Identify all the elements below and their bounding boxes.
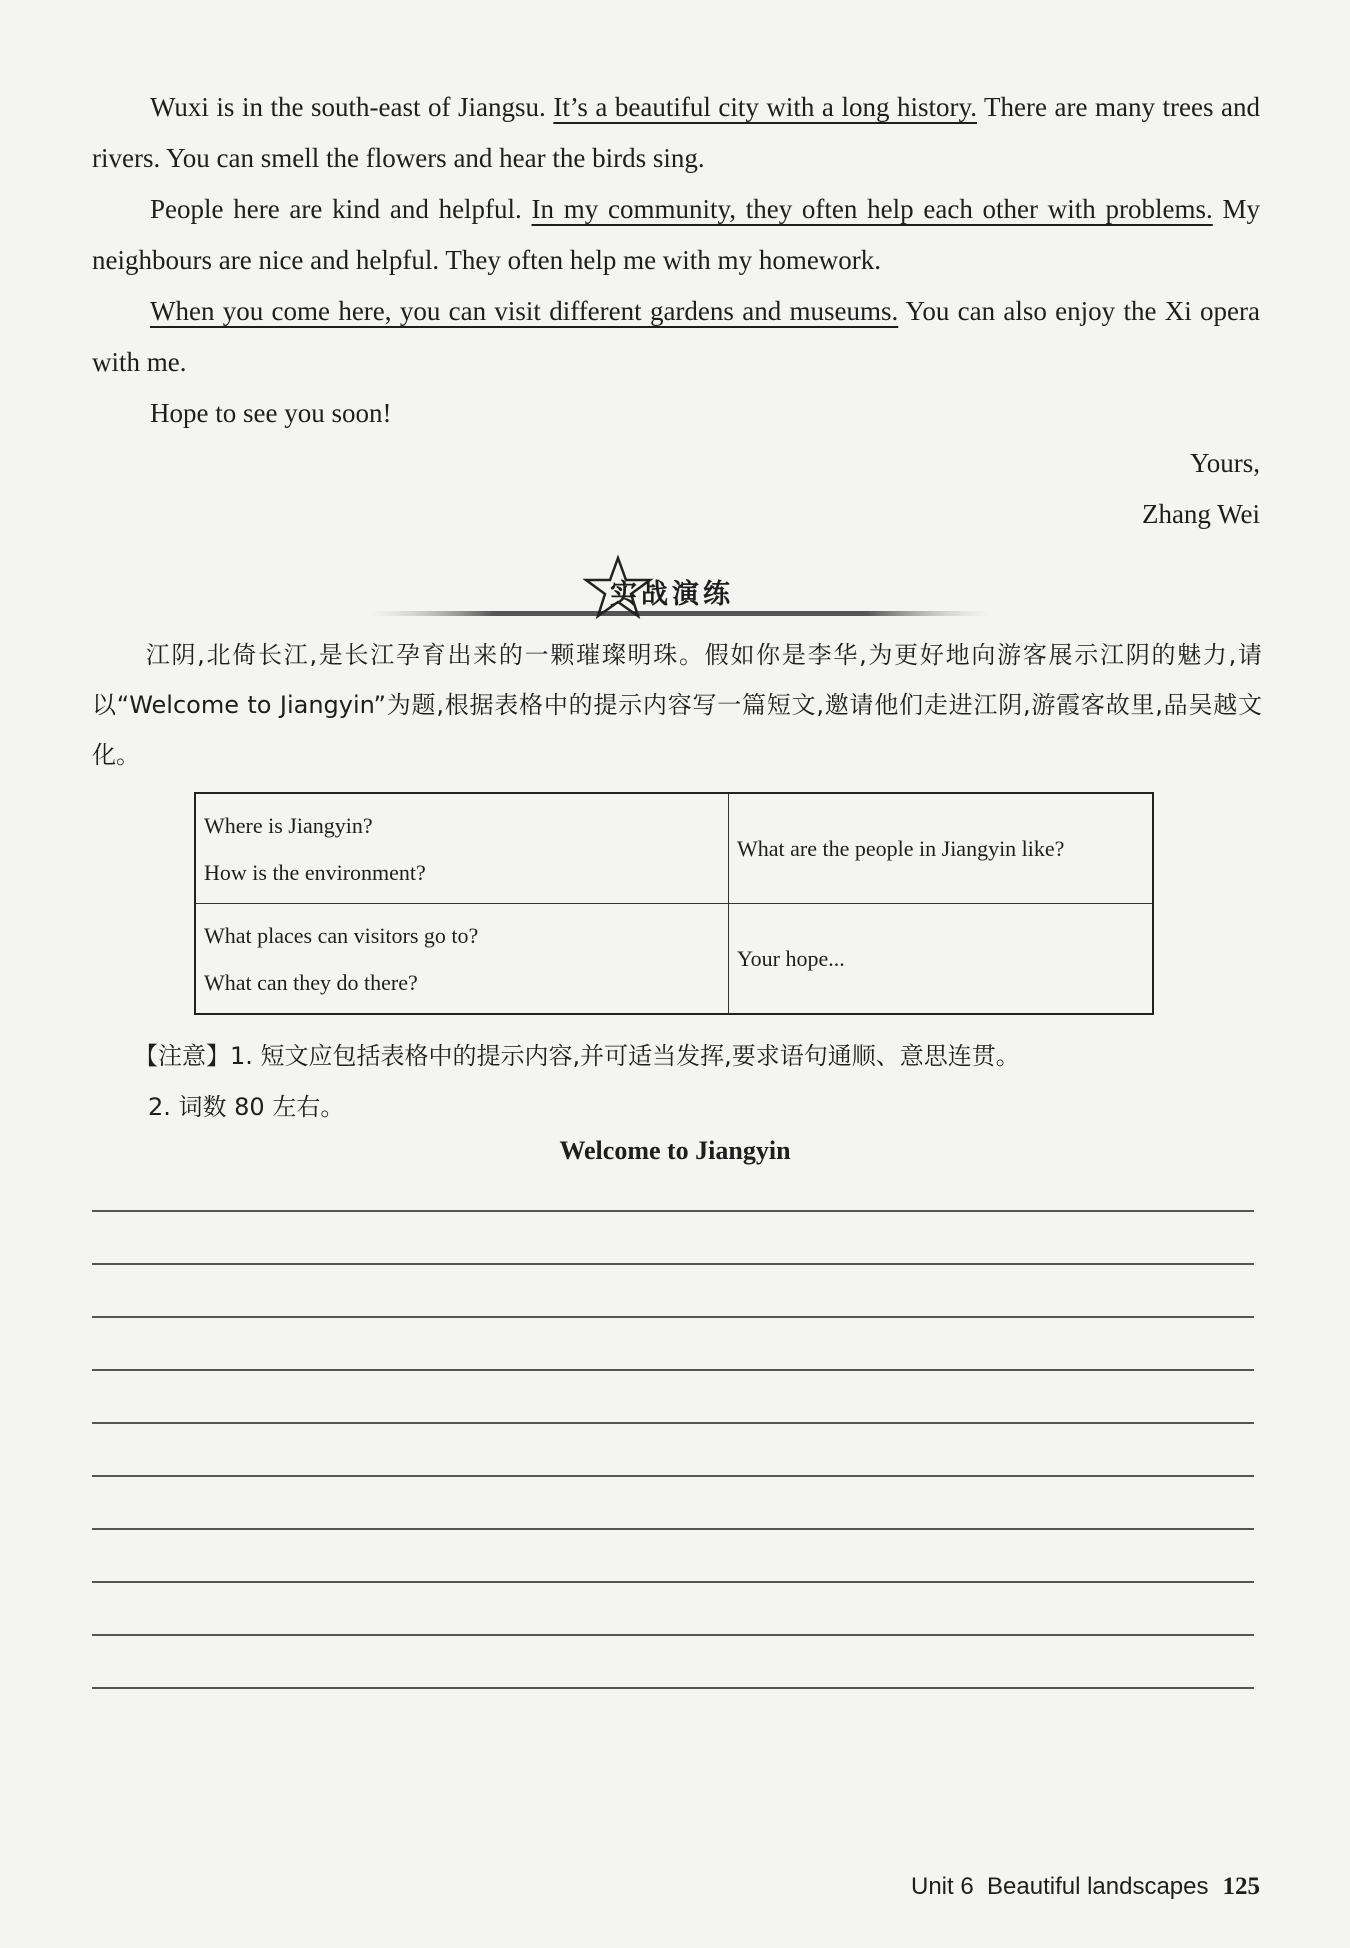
writing-line[interactable] [92, 1634, 1254, 1636]
writing-line[interactable] [92, 1581, 1254, 1583]
note-2: 2. 词数 80 左右。 [148, 1093, 345, 1121]
writing-line[interactable] [92, 1422, 1254, 1424]
writing-line[interactable] [92, 1369, 1254, 1371]
writing-line[interactable] [92, 1210, 1254, 1212]
page-number: 125 [1222, 1873, 1260, 1900]
unit-label: Unit 6 Beautiful landscapes [910, 1873, 1209, 1900]
note-1: 【注意】1. 短文应包括表格中的提示内容,并可适当发挥,要求语句通顺、意思连贯。 [134, 1042, 1020, 1070]
letter-paragraph-1: Wuxi is in the south-east of Jiangsu. It’s a beautiful city with a long history. There are many trees and rivers. You can smell the flowers and hear the birds sing. [92, 92, 1260, 173]
writing-prompt: 江阴,北倚长江,是长江孕育出来的一颗璀璨明珠。假如你是李华,为更好地向游客展示江阴的魅力,请以“Welcome to Jiangyin”为题,根据表格中的提示内容写一篇短文,邀请他们走进江阴,游霞客故里,品吴越文化。 [92, 641, 1262, 769]
letter-paragraph-4: Hope to see you soon! [150, 398, 392, 428]
letter-paragraph-3: When you come here, you can visit different gardens and museums. You can also enjoy the Xi opera with me. [92, 296, 1260, 377]
underlined-sentence: When you come here, you can visit different gardens and museums. [150, 296, 899, 326]
table-row [195, 904, 1153, 1015]
table-cell: Where is Jiangyin? How is the environment? [195, 793, 729, 904]
underlined-sentence: It’s a beautiful city with a long history. [553, 92, 977, 122]
writing-line[interactable] [92, 1475, 1254, 1477]
table-cell: Your hope... [729, 904, 1154, 1015]
table-cell: What are the people in Jiangyin like? [729, 793, 1154, 904]
writing-line[interactable] [92, 1687, 1254, 1689]
letter-signature: Zhang Wei [1141, 499, 1260, 529]
section-title: 实战演练 [610, 579, 734, 610]
writing-line[interactable] [92, 1316, 1254, 1318]
writing-line[interactable] [92, 1263, 1254, 1265]
answer-title: Welcome to Jiangyin [559, 1136, 791, 1165]
table-cell: What places can visitors go to? What can they do there? [195, 904, 729, 1015]
table-row [195, 793, 1153, 904]
letter-paragraph-2: People here are kind and helpful. In my community, they often help each other with problems. My neighbours are nice and helpful. They often help me with my homework. [92, 194, 1260, 275]
underlined-sentence: In my community, they often help each other with problems. [531, 194, 1213, 224]
page-footer [911, 1873, 1260, 1901]
hints-table [194, 792, 1154, 1015]
writing-line[interactable] [92, 1528, 1254, 1530]
section-banner [370, 552, 990, 626]
letter-closing: Yours, [1189, 448, 1260, 478]
writing-lines[interactable] [92, 1210, 1254, 1740]
